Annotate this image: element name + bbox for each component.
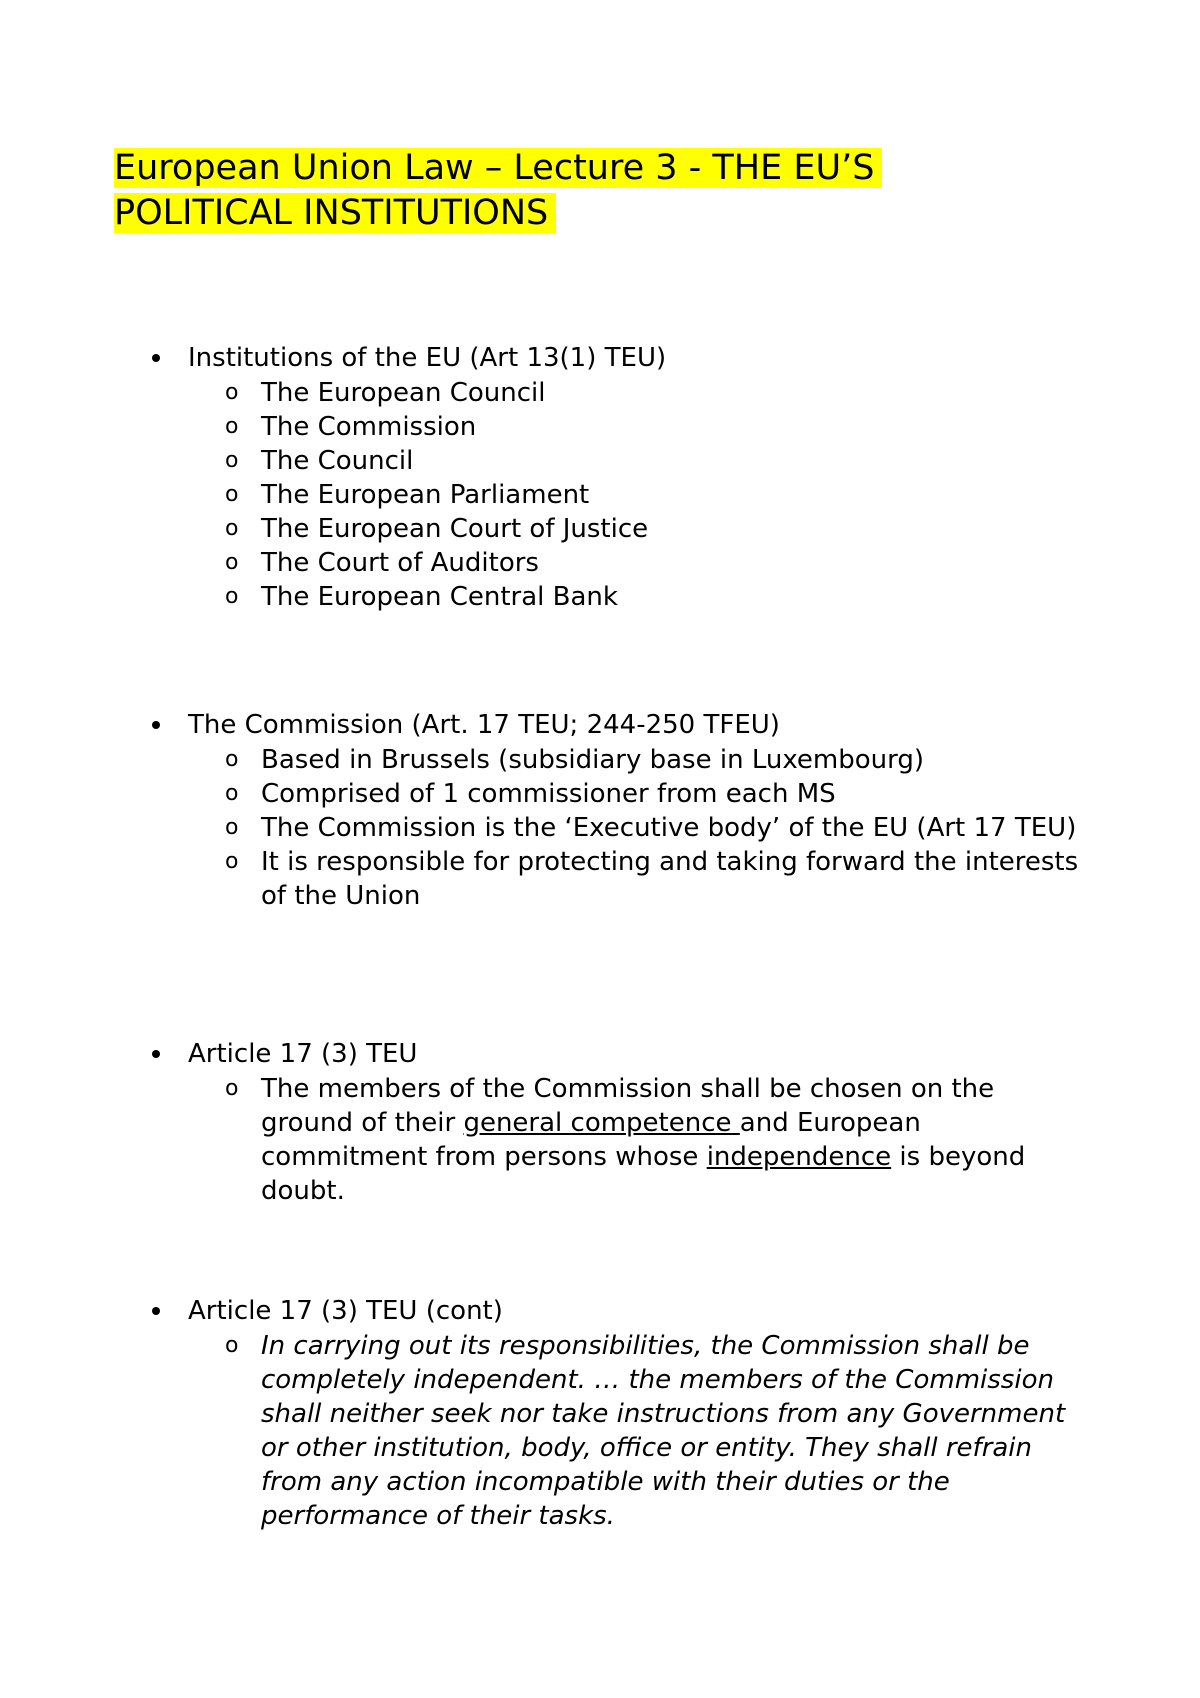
circle-bullet-icon: o xyxy=(225,1076,239,1101)
bullet-icon xyxy=(152,721,160,729)
circle-bullet-icon: o xyxy=(225,550,239,575)
title-line-2: POLITICAL INSTITUTIONS xyxy=(114,193,556,233)
sub-list xyxy=(0,1329,1081,1533)
section-heading: The Commission (Art. 17 TEU; 244-250 TFEU) xyxy=(188,710,780,740)
list-item: o The European Council xyxy=(225,378,546,408)
list-item: o It is responsible for protecting and taking forward the interests of the Union xyxy=(225,847,1079,911)
list-item: o The Commission is the ‘Executive body’ of the EU (Art 17 TEU) xyxy=(225,813,1077,843)
circle-bullet-icon: o xyxy=(225,584,239,609)
sub-list xyxy=(0,1072,1081,1208)
section-heading: Article 17 (3) TEU xyxy=(188,1039,418,1069)
bullet-icon xyxy=(152,1050,160,1058)
underlined-term: independence xyxy=(706,1142,892,1172)
section-commission xyxy=(0,708,1081,913)
circle-bullet-icon: o xyxy=(225,516,239,541)
sub-list xyxy=(0,376,1081,614)
section-heading: Article 17 (3) TEU (cont) xyxy=(188,1296,503,1326)
list-item: o Based in Brussels (subsidiary base in Luxembourg) xyxy=(225,745,925,775)
section-institutions xyxy=(0,341,1081,614)
circle-bullet-icon: o xyxy=(225,482,239,507)
circle-bullet-icon: o xyxy=(225,380,239,405)
list-item: o The European Parliament xyxy=(225,480,590,510)
list-item: o The European Central Bank xyxy=(225,582,618,612)
list-item: o The European Court of Justice xyxy=(225,514,649,544)
underlined-term: general competence xyxy=(463,1108,740,1138)
section-article-17-3 xyxy=(0,1037,1081,1208)
circle-bullet-icon: o xyxy=(225,1333,239,1358)
circle-bullet-icon: o xyxy=(225,747,239,772)
bullet-icon xyxy=(152,354,160,362)
list-item: o The Court of Auditors xyxy=(225,548,539,578)
list-item: o The Commission xyxy=(225,412,477,442)
sub-list xyxy=(0,743,1081,913)
circle-bullet-icon: o xyxy=(225,849,239,874)
list-item: o Comprised of 1 commissioner from each MS xyxy=(225,779,836,809)
list-item: o The members of the Commission shall be chosen on the ground of their general competence and European commitment from persons whose independence is beyond doubt. xyxy=(225,1074,1026,1206)
circle-bullet-icon: o xyxy=(225,781,239,806)
circle-bullet-icon: o xyxy=(225,815,239,840)
bullet-item xyxy=(0,341,1081,376)
section-heading: Institutions of the EU (Art 13(1) TEU) xyxy=(188,343,667,373)
bullet-item xyxy=(0,1294,1081,1329)
circle-bullet-icon: o xyxy=(225,448,239,473)
bullet-icon xyxy=(152,1307,160,1315)
bullet-item xyxy=(0,708,1081,743)
list-item: o In carrying out its responsibilities, the Commission shall be completely independent. … the members of the Commission shall neither seek nor take instructions from any Government or other institution, body, office or entity. They shall refrain from any action incompatible with their duties or the performance of their tasks. xyxy=(225,1331,1066,1531)
title-line-1: European Union Law – Lecture 3 - THE EU’S xyxy=(114,148,882,188)
section-article-17-3-cont xyxy=(0,1294,1081,1533)
bullet-item xyxy=(0,1037,1081,1072)
circle-bullet-icon: o xyxy=(225,414,239,439)
list-item: o The Council xyxy=(225,446,414,476)
document-title xyxy=(114,146,1014,236)
